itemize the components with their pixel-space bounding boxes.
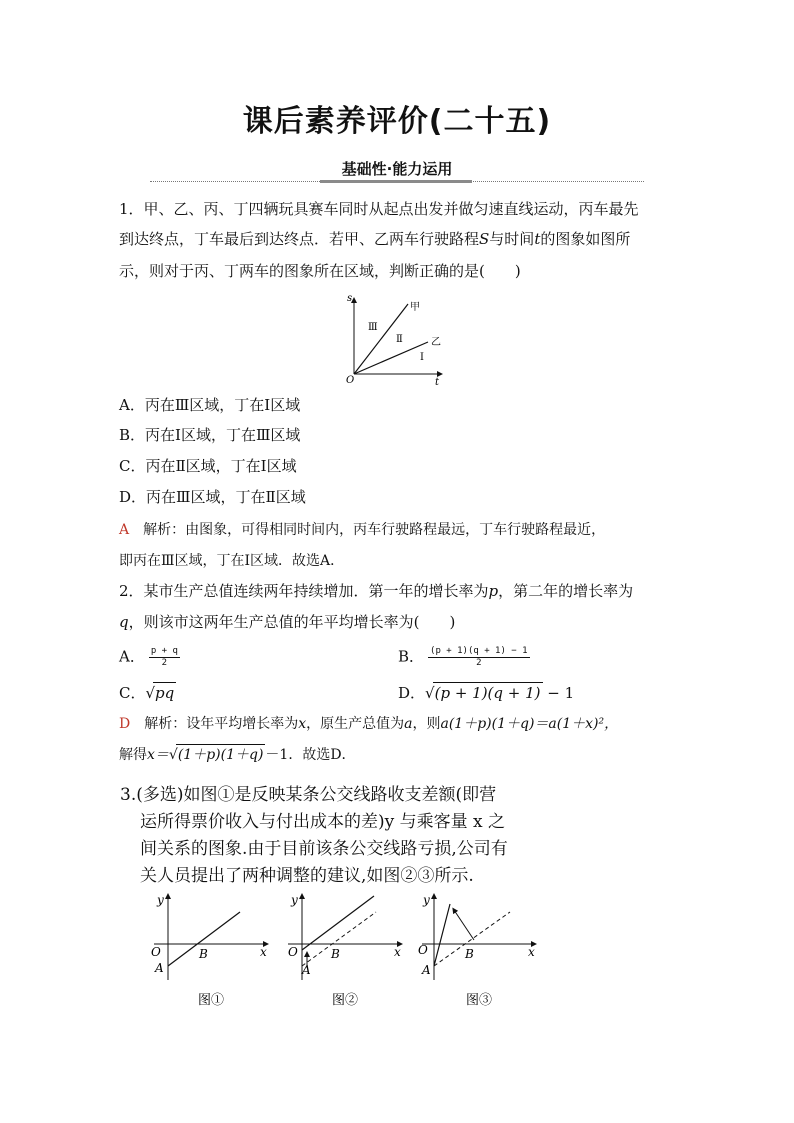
- q2-analysis-x-eq: x＝: [147, 747, 169, 763]
- q3-line-4: 关人员提出了两种调整的建议,如图②③所示.: [140, 866, 474, 886]
- q2-analysis-text-c: ，则: [412, 716, 441, 732]
- q2-option-c-label: C．: [119, 684, 146, 702]
- q2-line-2-text: ，则该市这两年生产总值的年平均增长率为( ): [128, 613, 456, 631]
- q3-figure-1: [146, 888, 274, 1010]
- q1-analysis-text-1: 解析：由图象，可得相同时间内，丙车行驶路程最远，丁车行驶路程最近，: [129, 522, 606, 538]
- fig3-rotation-arrow: [454, 910, 474, 940]
- q1-var-t: t: [534, 230, 541, 248]
- fig2-o-label: O: [288, 945, 298, 959]
- q2-option-c-radicand: pq: [155, 684, 175, 702]
- fig1-caption: 图①: [198, 993, 225, 1008]
- q2-option-c: C．√pq: [119, 684, 175, 702]
- q1-figure: [340, 290, 455, 386]
- fig2-caption: 图②: [332, 993, 359, 1008]
- q2-option-a-fraction: [149, 646, 180, 669]
- q2-option-d-radicand: (p + 1)(q + 1): [434, 684, 541, 702]
- q3-figure-2: [280, 888, 408, 1010]
- q3-figure-3: [414, 888, 542, 1010]
- q2-var-q: q: [119, 613, 129, 631]
- q2-option-b-label: B．: [398, 647, 425, 666]
- q2-option-b-numerator: (p + 1)(q + 1) − 1: [430, 646, 528, 656]
- q2-line-2: [119, 612, 455, 632]
- q1-t-label: t: [435, 377, 440, 386]
- q2-analysis-text-d: 解得: [119, 747, 147, 763]
- q2-option-d-label: D．: [398, 684, 426, 702]
- q2-analysis-line-1: [119, 714, 618, 734]
- q2-answer-letter: D: [119, 716, 131, 732]
- q1-line-2-text-a: 到达终点，丁车最后到达终点．若甲、乙两车行驶路程: [119, 230, 480, 248]
- q1-analysis-line-2: 即丙在Ⅲ区域，丁在Ⅰ区域．故选A．: [119, 553, 345, 569]
- q2-option-b: [398, 646, 530, 669]
- section-heading: 基础性·能力运用: [341, 160, 453, 178]
- q2-option-a-label: A．: [119, 647, 145, 666]
- fig2-a-label: A: [302, 963, 311, 977]
- q2-option-a-numerator: p + q: [150, 646, 178, 656]
- fig2-solid-line: [302, 896, 374, 950]
- fig3-b-label: B: [465, 947, 474, 961]
- q1-var-s: S: [479, 230, 490, 248]
- fig1-a-label: A: [155, 961, 164, 975]
- q1-line-2: [119, 229, 630, 249]
- q1-option-d: D．丙在Ⅲ区域，丁在Ⅱ区域: [119, 488, 306, 506]
- fig1-b-label: B: [199, 947, 208, 961]
- q1-region-3: Ⅲ: [368, 322, 378, 333]
- q2-option-b-denominator: 2: [476, 658, 482, 668]
- q3-line-3: 间关系的图象.由于目前该条公交线路亏损,公司有: [140, 839, 508, 859]
- q2-analysis-text-b: ，原生产总值为: [306, 716, 405, 732]
- q1-region-2: Ⅱ: [396, 334, 403, 345]
- fig1-o-label: O: [151, 945, 161, 959]
- fig1-x-label: x: [260, 945, 267, 959]
- q1-origin-label: O: [346, 375, 355, 386]
- q1-jia-label: 甲: [410, 302, 420, 313]
- q2-analysis-line-2: 解得x＝√(1＋p)(1＋q) －1．故选D．: [119, 744, 356, 765]
- q2-option-d: D．√(p + 1)(q + 1) − 1: [398, 684, 575, 702]
- q1-region-1: Ⅰ: [420, 352, 424, 363]
- fig1-y-label: y: [157, 893, 164, 907]
- q2-option-b-fraction: [428, 646, 530, 669]
- q1-line-2-text-b: 与时间: [489, 230, 535, 248]
- q1-answer-letter: A: [119, 522, 130, 538]
- q2-analysis-text-e: －1．故选D．: [265, 747, 356, 763]
- q3-line-2: 运所得票价收入与付出成本的差)y 与乘客量 x 之: [140, 812, 506, 832]
- q1-line-1: 1．甲、乙、丙、丁四辆玩具赛车同时从起点出发并做匀速直线运动，丙车最先: [119, 200, 639, 218]
- fig2-y-label: y: [291, 893, 298, 907]
- q1-line-2-text-c: 的图象如图所: [540, 230, 631, 248]
- q2-option-a-denominator: 2: [161, 658, 168, 668]
- q1-option-b: B．丙在Ⅰ区域，丁在Ⅲ区域: [119, 426, 301, 444]
- q2-line-1-text-a: 2．某市生产总值连续两年持续增加．第一年的增长率为: [119, 582, 489, 600]
- q2-analysis-equation: a(1＋p)(1＋q)＝a(1＋x)²，: [440, 716, 619, 732]
- section-underline: [320, 180, 472, 183]
- fig2-x-label: x: [394, 945, 401, 959]
- q2-analysis-text-a: 解析：设年平均增长率为: [130, 716, 299, 732]
- q1-s-label: s: [347, 293, 353, 304]
- q2-analysis-var-a: a: [404, 716, 413, 732]
- q1-yi-label: 乙: [431, 337, 441, 348]
- q2-option-a: [119, 646, 180, 669]
- fig3-a-label: A: [422, 963, 431, 977]
- page-title: 课后素养评价(二十五): [242, 104, 552, 139]
- q1-line-yi: [354, 342, 428, 374]
- q1-line-3: 示，则对于丙、丁两车的图象所在区域，判断正确的是( ): [119, 262, 521, 280]
- q2-analysis-var-x: x: [298, 716, 307, 732]
- q1-option-a: A．丙在Ⅲ区域，丁在Ⅰ区域: [119, 396, 301, 414]
- fig2-b-label: B: [331, 947, 340, 961]
- fig3-y-label: y: [423, 893, 430, 907]
- q2-analysis-radicand: (1＋p)(1＋q): [176, 744, 266, 765]
- q2-option-d-tail: − 1: [542, 684, 575, 702]
- q2-line-1-text-b: ，第二年的增长率为: [498, 582, 634, 600]
- q1-analysis-line-1: [119, 520, 605, 540]
- q1-option-c: C．丙在Ⅱ区域，丁在Ⅰ区域: [119, 457, 297, 475]
- q3-line-1: 3.(多选)如图①是反映某条公交线路收支差额(即营: [120, 785, 497, 805]
- q2-line-1: [119, 581, 633, 601]
- fig3-x-label: x: [528, 945, 535, 959]
- q2-var-p: p: [488, 582, 499, 600]
- fig3-o-label: O: [418, 943, 428, 957]
- fig3-caption: 图③: [466, 993, 493, 1008]
